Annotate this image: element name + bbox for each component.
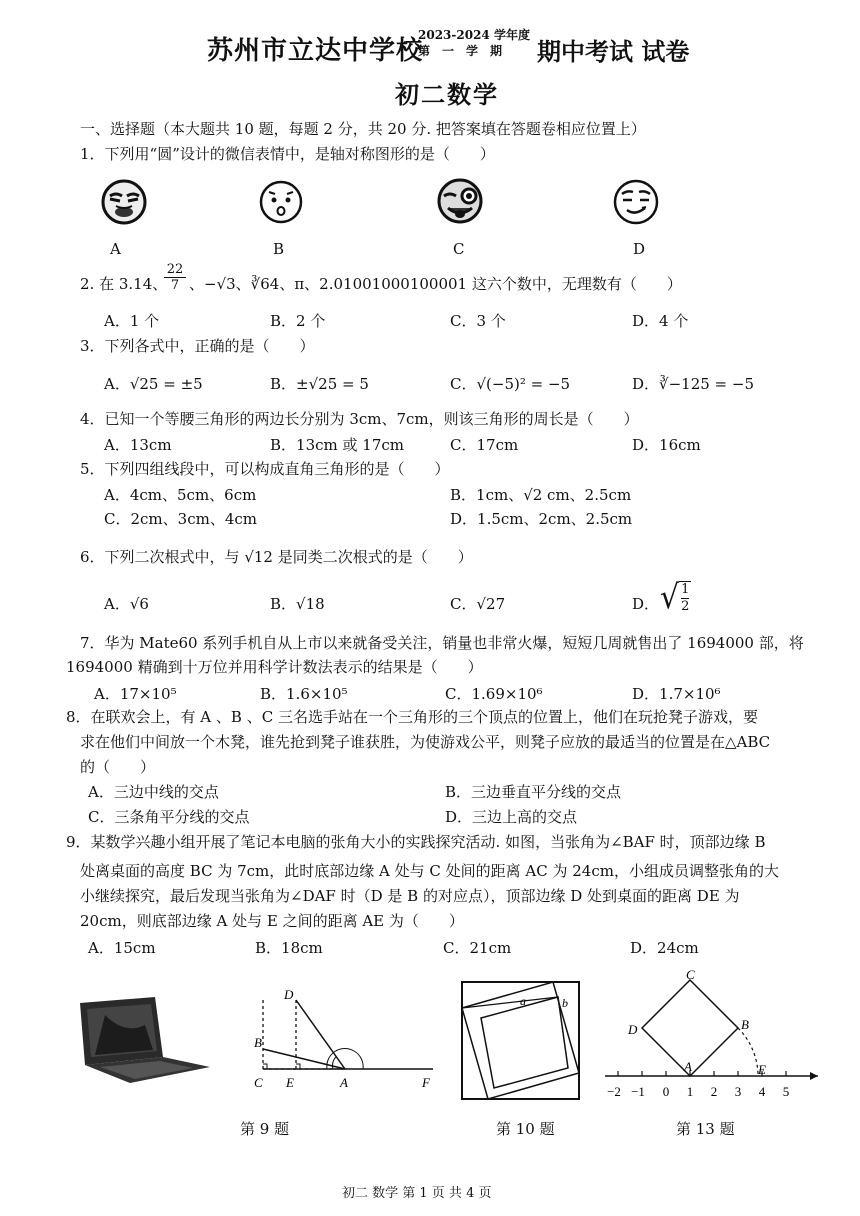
question-9-line-4: 20cm，则底部边缘 A 处与 E 之间的距离 AE 为（ ） bbox=[80, 912, 464, 930]
question-8-line-2: 求在他们中间放一个木凳，谁先抢到凳子谁获胜，为使游戏公平，则凳子应放的最适当的位置是在△ABC bbox=[80, 733, 771, 751]
fig13-tick-label: 4 bbox=[758, 1084, 766, 1099]
q1-label-b: B bbox=[273, 240, 285, 258]
academic-year: 2023-2024 学年度 bbox=[418, 28, 530, 42]
school-name: 苏州市立达中学校 bbox=[207, 36, 424, 66]
q2-option-c: C．3 个 bbox=[450, 312, 506, 330]
laptop-photo bbox=[75, 995, 215, 1085]
sleepy-face-icon bbox=[100, 178, 148, 226]
fig13-tick-label: −2 bbox=[607, 1084, 621, 1099]
fig13-tick-label: 0 bbox=[662, 1084, 670, 1099]
fig13-tick-label: 5 bbox=[782, 1084, 790, 1099]
q2-option-b: B．2 个 bbox=[270, 312, 326, 330]
fig13-tick-label: 3 bbox=[734, 1084, 742, 1099]
q5-option-d: D．1.5cm、2cm、2.5cm bbox=[450, 510, 633, 528]
q1-label-a: A bbox=[110, 240, 121, 258]
question-9-line-1: 9．某数学兴趣小组开展了笔记本电脑的张角大小的实践探究活动. 如图，当张角为∠BAF 时，顶部边缘 B bbox=[66, 833, 766, 851]
question-8-line-1: 8．在联欢会上，有 A 、B 、C 三名选手站在一个三角形的三个顶点的位置上，他们在玩抢凳子游戏，要 bbox=[66, 708, 758, 726]
q6-option-d-fraction bbox=[679, 581, 691, 615]
q4-option-d: D．16cm bbox=[632, 436, 701, 454]
fig13-label-c: C bbox=[686, 968, 695, 982]
figure-9-diagram bbox=[248, 985, 443, 1100]
figure-13-diagram bbox=[600, 968, 825, 1108]
q6-option-d-label: D． bbox=[632, 595, 660, 613]
q2-option-a: A．1 个 bbox=[104, 312, 160, 330]
q8-option-a: A．三边中线的交点 bbox=[88, 783, 219, 801]
q8-option-d: D．三边上高的交点 bbox=[445, 808, 578, 826]
q7-option-d: D．1.7×10⁶ bbox=[632, 685, 721, 703]
q3-option-d: D．∛−125 = −5 bbox=[632, 375, 754, 393]
q6-option-d-radical bbox=[660, 578, 691, 618]
fig13-tick-label: 1 bbox=[686, 1084, 694, 1099]
q3-option-a: A．√25 = ±5 bbox=[104, 375, 203, 393]
q4-option-c: C．17cm bbox=[450, 436, 519, 454]
q9-option-c: C．21cm bbox=[443, 939, 512, 957]
fig13-tick-label: −1 bbox=[631, 1084, 645, 1099]
q1-label-d: D bbox=[633, 240, 646, 258]
fig9-label-c: C bbox=[254, 1075, 263, 1090]
question-6-stem: 6．下列二次根式中，与 √12 是同类二次根式的是（ ） bbox=[80, 548, 473, 566]
question-2-stem-b: 、−√3、∛64、π、2.01001000100001 这六个数中，无理数有（ ） bbox=[189, 275, 682, 293]
q3-option-b: B．±√25 = 5 bbox=[270, 375, 369, 393]
q9-option-d: D．24cm bbox=[630, 939, 699, 957]
sqrt-sign-icon: √ bbox=[660, 578, 680, 617]
question-7-line-1: 7．华为 Mate60 系列手机自从上市以来就备受关注，销量也非常火爆，短短几周就售出了 1694000 部，将 bbox=[80, 634, 804, 652]
question-4-stem: 4．已知一个等腰三角形的两边长分别为 3cm、7cm，则该三角形的周长是（ ） bbox=[80, 410, 639, 428]
q6-option-b: B．√18 bbox=[270, 595, 325, 613]
fig9-label-a: A bbox=[340, 1075, 348, 1090]
q9-option-b: B．18cm bbox=[255, 939, 323, 957]
q4-option-b: B．13cm 或 17cm bbox=[270, 436, 404, 454]
fig13-label-b: B bbox=[741, 1017, 749, 1032]
fig10-label-b: b bbox=[562, 996, 568, 1010]
q2-option-d: D．4 个 bbox=[632, 312, 689, 330]
figure-9-caption: 第 9 题 bbox=[240, 1120, 290, 1138]
q8-option-c: C．三条角平分线的交点 bbox=[88, 808, 250, 826]
q3-option-c: C．√(−5)² = −5 bbox=[450, 375, 571, 393]
section-heading: 一、选择题（本大题共 10 题，每题 2 分，共 20 分. 把答案填在答题卷相应位置上） bbox=[80, 120, 646, 138]
fig9-label-b: B bbox=[254, 1035, 262, 1050]
q5-option-c: C．2cm、3cm、4cm bbox=[104, 510, 257, 528]
question-9-line-2: 处离桌面的高度 BC 为 7cm，此时底部边缘 A 处与 C 处间的距离 AC 为 24cm，小组成员调整张角的大 bbox=[80, 862, 779, 880]
q5-option-b: B．1cm、√2 cm、2.5cm bbox=[450, 486, 632, 504]
question-2-stem-a: 2. 在 3.14、 bbox=[80, 275, 168, 293]
q8-option-b: B．三边垂直平分线的交点 bbox=[445, 783, 622, 801]
q7-option-a: A．17×10⁵ bbox=[94, 685, 177, 703]
q5-option-a: A．4cm、5cm、6cm bbox=[104, 486, 257, 504]
figure-10-diagram bbox=[458, 978, 583, 1103]
fig9-label-f: F bbox=[422, 1075, 430, 1090]
winking-tongue-face-icon bbox=[435, 176, 485, 226]
fig9-label-e: E bbox=[286, 1075, 294, 1090]
fraction-denominator: 2 bbox=[681, 599, 690, 614]
question-2-fraction bbox=[164, 262, 186, 293]
q6-option-a: A．√6 bbox=[104, 595, 149, 613]
q7-option-b: B．1.6×10⁵ bbox=[260, 685, 348, 703]
fig13-label-e: E bbox=[758, 1062, 766, 1077]
question-9-line-3: 小继续探究，最后发现当张角为∠DAF 时（D 是 B 的对应点），顶部边缘 D 处到桌面的距离 DE 为 bbox=[80, 887, 740, 905]
q4-option-a: A．13cm bbox=[104, 436, 172, 454]
fraction-numerator: 1 bbox=[681, 582, 690, 597]
smirking-face-icon bbox=[612, 178, 660, 226]
subject-title: 初二数学 bbox=[395, 80, 499, 109]
question-5-stem: 5．下列四组线段中，可以构成直角三角形的是（ ） bbox=[80, 460, 450, 478]
figure-10-caption: 第 10 题 bbox=[496, 1120, 555, 1138]
q9-option-a: A．15cm bbox=[88, 939, 156, 957]
question-8-line-3: 的（ ） bbox=[80, 758, 156, 776]
question-1-stem: 1．下列用“圆”设计的微信表情中，是轴对称图形的是（ ） bbox=[80, 145, 495, 163]
surprised-face-icon bbox=[258, 178, 304, 226]
figure-13-caption: 第 13 题 bbox=[676, 1120, 735, 1138]
page-footer: 初二 数学 第 1 页 共 4 页 bbox=[342, 1186, 492, 1201]
semester: 第 一 学 期 bbox=[418, 44, 503, 58]
q7-option-c: C．1.69×10⁶ bbox=[445, 685, 543, 703]
fraction-numerator: 22 bbox=[166, 262, 184, 277]
question-3-stem: 3．下列各式中，正确的是（ ） bbox=[80, 337, 315, 355]
fig13-label-d: D bbox=[628, 1022, 638, 1037]
fig9-label-d: D bbox=[284, 987, 294, 1002]
q6-option-c: C．√27 bbox=[450, 595, 506, 613]
exam-title: 期中考试 试卷 bbox=[537, 37, 690, 66]
fig13-tick-label: 2 bbox=[710, 1084, 718, 1099]
fraction-denominator: 7 bbox=[164, 277, 186, 293]
question-7-line-2: 1694000 精确到十万位并用科学计数法表示的结果是（ ） bbox=[66, 658, 483, 676]
fig10-label-a: a bbox=[520, 994, 526, 1008]
q1-label-c: C bbox=[453, 240, 465, 258]
fig13-label-a: A bbox=[684, 1059, 692, 1074]
